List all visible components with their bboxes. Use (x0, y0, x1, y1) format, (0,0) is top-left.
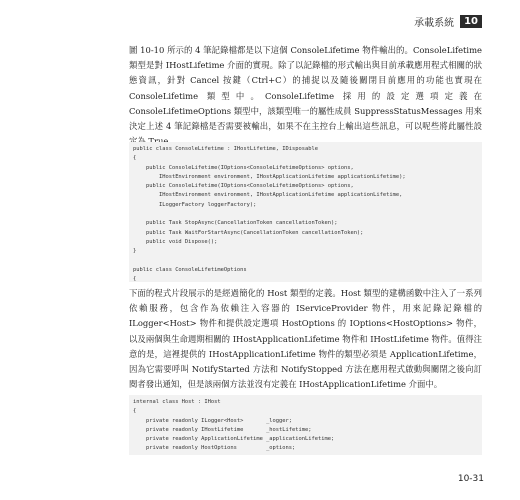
body-paragraph-2: 下面的程式片段展示的是經過簡化的 Host 類型的定義。Host 類型的建構函數中注入了一系列依賴服務，包含作為依賴注入容器的 IServiceProvider 物件，用來記錄記錄檔的 ILogger<Host> 物件和提供設定選項 HostOptions 的 IOptions<HostOptions> 物件，以及兩個與生命週期相關的 IHostApplicationLifetime 物件和 IHostLifetime 物件。值得注意的是，這裡提供的 IHostApplicationLifetime 物件的類型必須是 ApplicationLifetime，因為它需要呼叫 NotifyStarted 方法和 NotifyStopped 方法在應用程式啟動與關閉之後向訂閱者發出通知，但是該兩個方法並沒有定義在 IHostApplicationLifetime 介面中。 (129, 288, 482, 390)
code-line (133, 257, 478, 266)
code-line: private readonly ILogger<Host> _logger; (133, 417, 293, 424)
code-line: public void Dispose(); (133, 238, 218, 245)
code-line (133, 454, 478, 455)
code-line: { (133, 408, 137, 415)
code-line: { (133, 155, 137, 162)
chapter-number-badge: 10 (460, 15, 482, 28)
code-line: } (133, 248, 137, 255)
code-line: private readonly ApplicationLifetime _applicationLifetime; (133, 436, 335, 443)
code-line: public class ConsoleLifetimeOptions (133, 266, 247, 273)
code-line: public Task WaitForStartAsync(CancellationToken cancellationToken); (133, 229, 364, 236)
code-line: public ConsoleLifetime(IOptions<ConsoleLifetimeOptions> options, (133, 183, 354, 190)
code-line: private readonly IHostLifetime _hostLifetime; (133, 426, 312, 433)
code-line: public ConsoleLifetime(IOptions<ConsoleLifetimeOptions> options, (133, 164, 354, 171)
code-line: ILoggerFactory loggerFactory); (133, 201, 257, 208)
code-line: public class ConsoleLifetime : IHostLifetime, IDisposable (133, 146, 318, 152)
code-line (133, 210, 478, 219)
code-block-console-lifetime (129, 142, 482, 282)
code-line: internal class Host : IHost (133, 399, 221, 405)
code-line: private readonly HostOptions _options; (133, 445, 296, 452)
code-line: IHostEnvironment environment, IHostApplicationLifetime applicationLifetime, (133, 192, 403, 199)
body-paragraph-1: 圖 10-10 所示的 4 筆記錄檔都是以下這個 ConsoleLifetime 物件輸出的。ConsoleLifetime 類型是對 IHostLifetime 介面的實現。除了以記錄檔的形式輸出與目前承載應用程式相關的狀態資訊，針對 Cancel 按鍵（Ctrl+C）的捕捉以及隨後關閉目前應用的功能也實現在 ConsoleLifetime 類型中。ConsoleLifetime 採用的設定選項定義在 ConsoleLifetimeOptions 類型中，該類型唯一的屬性成員 SuppressStatusMessages 用來決定上述 4 筆記錄檔是否需要被輸出，如果不在主控台上輸出這些訊息，可以呢些將此屬性設 (129, 45, 482, 132)
running-header (414, 14, 482, 29)
code-block-host-class (129, 395, 482, 455)
page-number: 10-31 (457, 474, 484, 484)
code-line: { (133, 276, 137, 282)
chapter-title: 承載系統 (414, 18, 455, 29)
code-line: IHostEnvironment environment, IHostApplicationLifetime applicationLifetime); (133, 173, 406, 180)
code-line: public Task StopAsync(CancellationToken cancellationToken); (133, 220, 338, 227)
